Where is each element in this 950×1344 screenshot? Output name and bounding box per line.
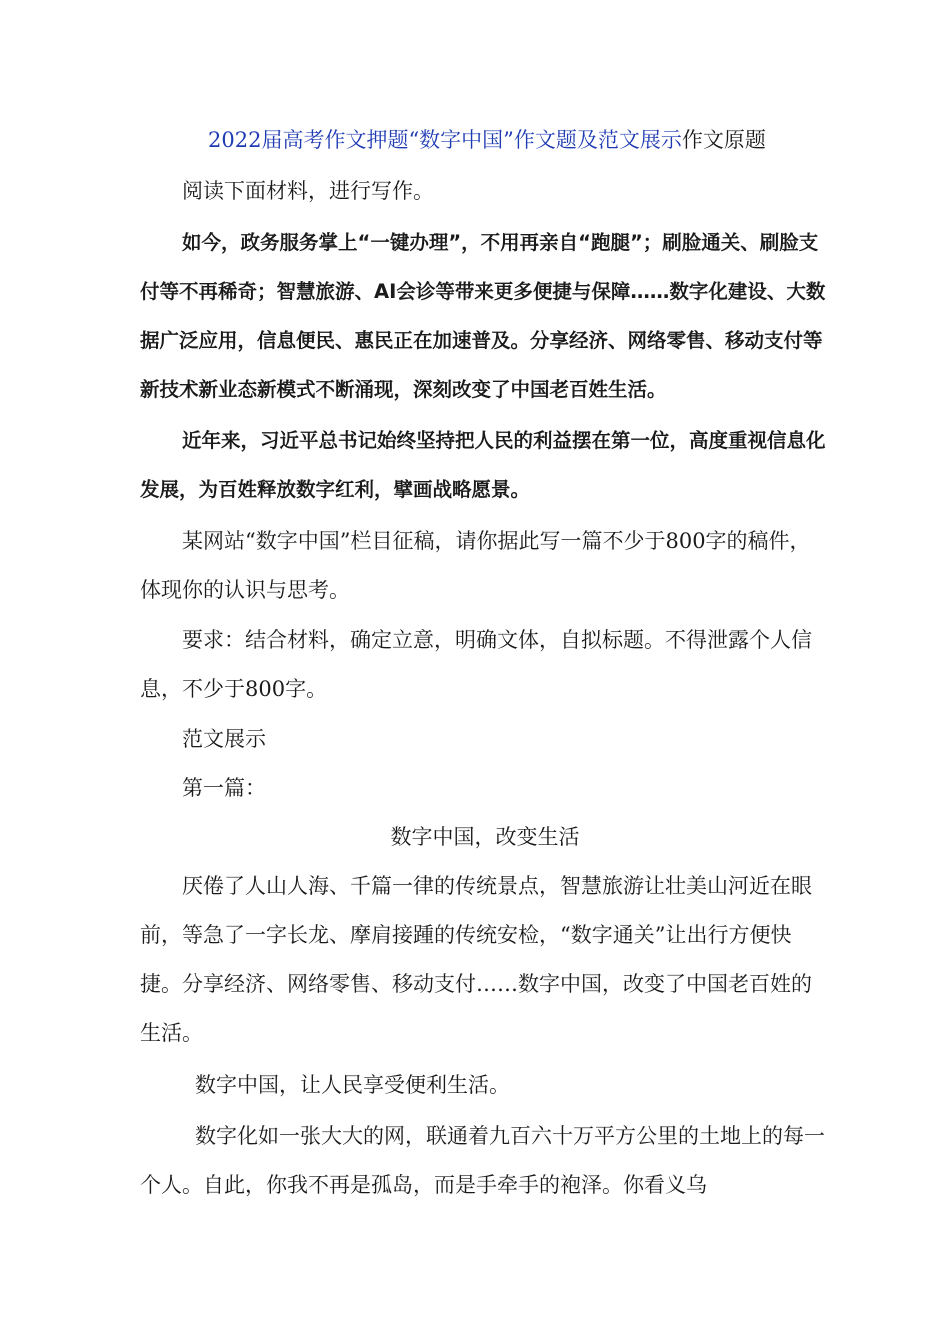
intro-instruction: 阅读下面材料，进行写作。: [182, 179, 434, 203]
essay-paragraph-1: 厌倦了人山人海、千篇一律的传统景点，智慧旅游让壮美山河近在眼前，等急了一字长龙、摩肩接踵的传统安检，“数字通关”让出行方便快捷。分享经济、网络零售、移动支付……数字中国，改变了中国老百姓的生活。: [140, 874, 812, 1045]
essay-title: 数字中国，改变生活: [390, 825, 580, 849]
section-label: 范文展示: [182, 727, 266, 751]
essay-paragraph-3: 数字化如一张大大的网，联通着九百六十万平方公里的土地上的每一个人。自此，你我不再是孤岛，而是手牵手的袍泽。你看义乌: [140, 1124, 825, 1197]
document-title: [208, 124, 766, 156]
title-link-text[interactable]: 2022届高考作文押题“数字中国”作文题及范文展示: [208, 128, 682, 152]
title-suffix: 作文原题: [681, 128, 766, 152]
material-paragraph-2: 近年来，习近平总书记始终坚持把人民的利益摆在第一位，高度重视信息化发展，为百姓释放数字红利，擘画战略愿景。: [140, 429, 826, 501]
essay-label: 第一篇：: [182, 776, 266, 800]
material-paragraph-1: 如今，政务服务掌上“一键办理”，不用再亲自“跑腿”；刷脸通关、刷脸支付等不再稀奇；智慧旅游、AI会诊等带来更多便捷与保障……数字化建设、大数据广泛应用，信息便民、惠民正在加速普及。分享经济、网络零售、移动支付等新技术新业态新模式不断涌现，深刻改变了中国老百姓生活。: [140, 231, 826, 401]
essay-paragraph-2: 数字中国，让人民享受便利生活。: [195, 1073, 510, 1097]
writing-requirements: 要求：结合材料，确定立意，明确文体，自拟标题。不得泄露个人信息，不少于800字。: [140, 628, 812, 701]
writing-task: 某网站“数字中国”栏目征稿，请你据此写一篇不少于800字的稿件，体现你的认识与思考。: [140, 529, 811, 602]
